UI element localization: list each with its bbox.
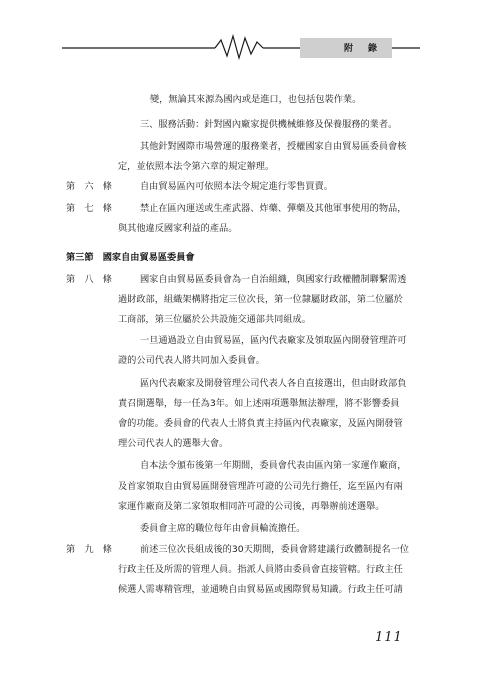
body-line: 定，並依照本法令第六章的規定辦理。 — [118, 161, 275, 172]
article-label: 第 九 條 — [66, 544, 112, 555]
body-line: 三、服務活動：針對國內廠家提供機械維修及保養服務的業者。 — [140, 119, 398, 130]
body-line: 變，無論其來源為國內或是進口，也包括包裝作業。 — [150, 94, 362, 105]
body-line: 過財政部，組織架構將指定三位次長，第一位隸屬財政部，第二位屬於 — [118, 294, 403, 305]
body-line: 與其他違反國家利益的產品。 — [118, 223, 238, 234]
body-line: 其他針對國際市場營運的服務業者，授權國家自由貿易區委員會核 — [140, 141, 407, 152]
body-line: 禁止在區內運送或生產武器、炸藥、彈藥及其他軍事使用的物品， — [140, 203, 407, 214]
body-line: 會的功能。委員會的代表人士將負責主持區內代表廠家，及區內開發管 — [118, 418, 403, 429]
body-line: 自由貿易區內可依照本法令規定進行零售買賣。 — [140, 181, 333, 192]
page-header — [0, 30, 480, 64]
header-decoration — [0, 30, 480, 64]
body-line: 工商部，第三位屬於公共設施交通部共同組成。 — [118, 314, 311, 325]
body-line: 前述三位次長組成後的30天期間，委員會將建議行政體制提名一位 — [140, 544, 409, 555]
body-line: 自本法令頒布後第一年期間，委員會代表由區內第一家運作廠商， — [140, 460, 407, 471]
body-line: 家運作廠商及第二家領取相同許可證的公司後，再舉辦前述選舉。 — [118, 501, 385, 512]
body-line: 及首家領取自由貿易區開發管理許可證的公司先行擔任，迄至區內有兩 — [118, 481, 403, 492]
body-line: 證的公司代表人將共同加入委員會。 — [118, 355, 265, 366]
body-line: 委員會主席的職位每年由會員輪流擔任。 — [140, 523, 306, 534]
article-label: 第 八 條 — [66, 274, 112, 285]
body-line: 一旦通過設立自由貿易區，區內代表廠家及領取區內開發管理許可 — [140, 335, 407, 346]
body-line: 行政主任及所需的管理人員。指派人員將由委員會直接管轄。行政主任 — [118, 564, 403, 575]
pulse-wave-icon — [215, 36, 263, 58]
page-number: 111 — [375, 630, 403, 645]
body-line: 理公司代表人的選舉大會。 — [118, 438, 229, 449]
section-heading: 第三節 國家自由貿易區委員會 — [66, 252, 195, 263]
article-label: 第 七 條 — [66, 203, 112, 214]
body-line: 國家自由貿易區委員會為一自治組織，與國家行政權體制聯繫需透 — [140, 274, 407, 285]
body-line: 區內代表廠家及開發管理公司代表人各自直接選出，但由財政部負 — [140, 378, 407, 389]
article-label: 第 六 條 — [66, 181, 112, 192]
header-label: 附 錄 — [343, 44, 380, 54]
body-line: 責召開選舉，每一任為3年。如上述兩項選舉無法辦理，將不影響委員 — [118, 398, 400, 409]
body-line: 候選人需專精管理，並通曉自由貿易區或國際貿易知識。行政主任可請 — [118, 584, 403, 595]
